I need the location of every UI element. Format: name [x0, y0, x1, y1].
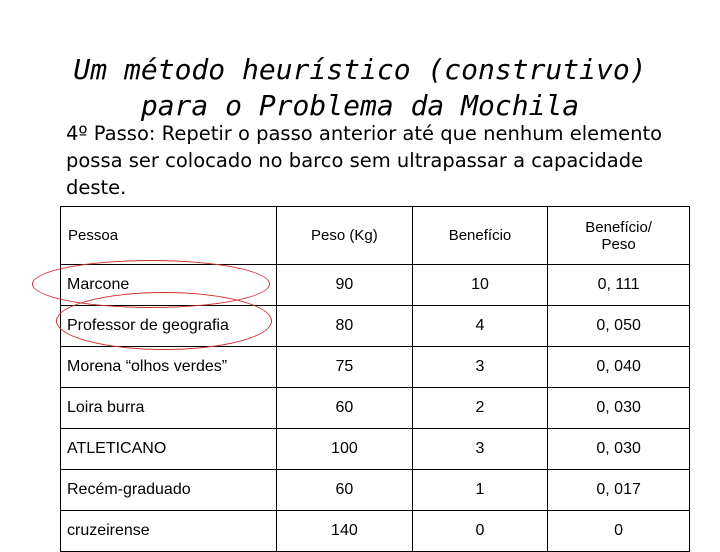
cell-razao: 0, 030 [548, 429, 690, 470]
cell-razao: 0, 111 [548, 265, 690, 306]
cell-peso: 60 [277, 470, 413, 511]
cell-beneficio: 10 [412, 265, 548, 306]
table-row [61, 388, 690, 429]
cell-pessoa: ATLETICANO [61, 429, 277, 470]
cell-beneficio: 3 [412, 429, 548, 470]
cell-beneficio: 1 [412, 470, 548, 511]
table-row [61, 511, 690, 552]
cell-pessoa: Marcone [61, 265, 277, 306]
cell-pessoa: Loira burra [61, 388, 277, 429]
title-line-2: para o Problema da Mochila [140, 89, 580, 122]
cell-peso: 140 [277, 511, 413, 552]
table-row [61, 470, 690, 511]
cell-peso: 100 [277, 429, 413, 470]
cell-razao: 0 [548, 511, 690, 552]
cell-peso: 80 [277, 306, 413, 347]
cell-beneficio: 4 [412, 306, 548, 347]
cell-beneficio: 2 [412, 388, 548, 429]
header-beneficio: Benefício [412, 207, 548, 265]
header-razao-line-2: Peso [601, 235, 636, 253]
table-row [61, 265, 690, 306]
cell-pessoa: Recém-graduado [61, 470, 277, 511]
cell-pessoa: Morena “olhos verdes” [61, 347, 277, 388]
cell-peso: 75 [277, 347, 413, 388]
table-body [61, 265, 690, 552]
cell-razao: 0, 050 [548, 306, 690, 347]
step-text: 4º Passo: Repetir o passo anterior até que nenhum elemento possa ser colocado no barco sem ultrapassar a capacidade deste. [66, 122, 663, 199]
header-beneficio-peso [548, 207, 690, 265]
cell-peso: 90 [277, 265, 413, 306]
cell-razao: 0, 030 [548, 388, 690, 429]
knapsack-table [60, 206, 690, 552]
table-header-row [61, 207, 690, 265]
cell-beneficio: 3 [412, 347, 548, 388]
cell-pessoa: Professor de geografia [61, 306, 277, 347]
table-row [61, 429, 690, 470]
header-peso: Peso (Kg) [277, 207, 413, 265]
header-razao-line-1: Benefício/ [585, 218, 652, 236]
header-pessoa: Pessoa [61, 207, 277, 265]
cell-beneficio: 0 [412, 511, 548, 552]
table-row [61, 306, 690, 347]
table-row [61, 347, 690, 388]
cell-pessoa: cruzeirense [61, 511, 277, 552]
title-line-1: Um método heurístico (construtivo) [73, 53, 647, 86]
cell-razao: 0, 017 [548, 470, 690, 511]
slide-title [0, 52, 720, 124]
cell-peso: 60 [277, 388, 413, 429]
cell-razao: 0, 040 [548, 347, 690, 388]
